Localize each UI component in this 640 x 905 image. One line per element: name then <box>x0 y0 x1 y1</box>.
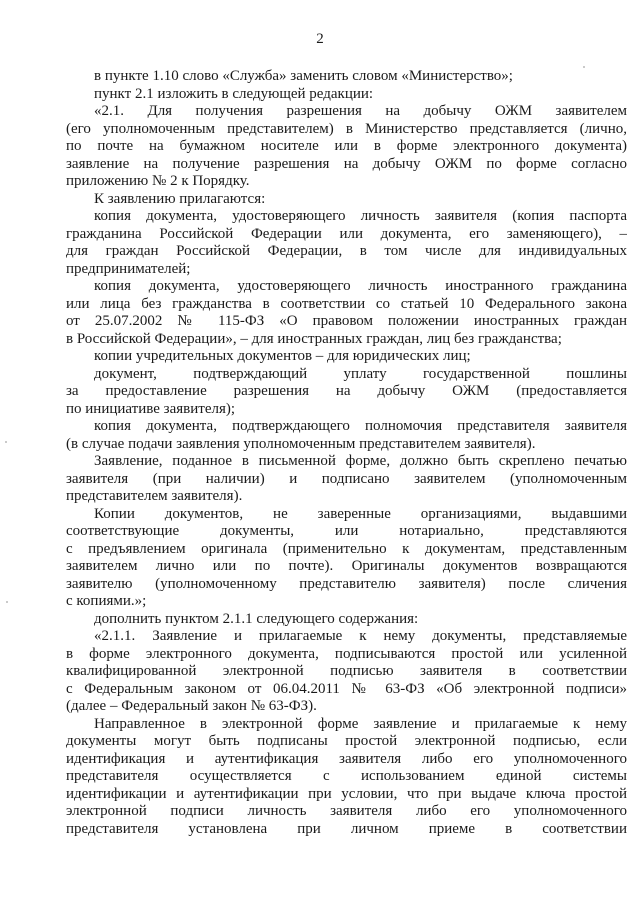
paragraph-9 <box>66 418 627 453</box>
text-line: заявителю (уполномоченному представителю заявителя) после сличения <box>66 575 627 592</box>
text-line: по инициативе заявителя); <box>66 400 236 417</box>
text-line: копия документа, удостоверяющего личность заявителя (копия паспорта <box>94 208 627 224</box>
paragraph-3 <box>66 103 627 191</box>
text-line: дополнить пунктом 2.1.1 следующего содержания: <box>94 610 419 627</box>
text-line: идентификация и аутентификация заявителя либо его уполномоченного <box>66 750 627 767</box>
paragraph-10 <box>66 453 627 506</box>
page-number: 2 <box>316 31 324 47</box>
text-line: с предъявлением оригинала (применительно к документам, представленным <box>66 540 627 557</box>
text-line: Заявление, поданное в письменной форме, должно быть скреплено печатью <box>94 453 627 469</box>
text-line: копия документа, подтверждающего полномочия представителя заявителя <box>94 418 627 434</box>
paragraph-11 <box>66 506 627 611</box>
text-line: в пункте 1.10 слово «Служба» заменить словом «Министерство»; <box>94 68 513 84</box>
text-line: приложению № 2 к Порядку. <box>66 173 250 189</box>
paragraph-4 <box>66 191 627 209</box>
paragraph-8 <box>66 366 627 419</box>
text-line: по почте на бумажном носителе или в форме электронного документа) <box>66 138 627 154</box>
text-line: для граждан Российской Федерации, в том числе для индивидуальных <box>66 243 627 259</box>
text-line: Направленное в электронной форме заявление и прилагаемые к нему <box>94 715 627 732</box>
text-line: гражданина Российской Федерации или документа, его заменяющего), – <box>66 225 627 242</box>
text-line: представителем заявителя). <box>66 488 243 504</box>
text-line: заявителем лично или по почте). Оригиналы документов возвращаются <box>66 558 627 574</box>
text-line: представителя осуществляется с использованием единой системы <box>66 768 627 784</box>
scan-speck <box>6 601 8 603</box>
paragraph-2 <box>66 86 627 104</box>
text-line: копии учредительных документов – для юридических лиц; <box>94 348 471 364</box>
text-line: в форме электронного документа, подписываются простой или усиленной <box>66 645 627 662</box>
text-line: К заявлению прилагаются: <box>94 190 266 207</box>
text-line: заявителя (при наличии) и подписано заявителем (уполномоченным <box>66 470 627 487</box>
paragraph-12 <box>66 611 627 629</box>
text-line: электронной подписи личность заявителя либо его уполномоченного <box>66 803 627 819</box>
text-line: предпринимателей; <box>66 260 191 277</box>
text-line: за предоставление разрешения на добычу ОЖМ (предоставляется <box>66 383 627 399</box>
text-line: соответствующие документы, или нотариально, представляются <box>66 523 627 539</box>
text-line: (далее – Федеральный закон № 63-ФЗ). <box>66 698 317 714</box>
text-line: (в случае подачи заявления уполномоченным представителем заявителя). <box>66 435 536 452</box>
scan-speck <box>5 441 7 443</box>
paragraph-7 <box>66 348 627 366</box>
text-line: с Федеральным законом от 06.04.2011 № 63-ФЗ «Об электронной подписи» <box>66 680 627 697</box>
text-line: «2.1.1. Заявление и прилагаемые к нему документы, представляемые <box>94 628 627 644</box>
text-line: квалифицированной электронной подписью заявителя в соответствии <box>66 663 627 679</box>
text-line: (его уполномоченным представителем) в Министерство представляется (лично, <box>66 120 627 137</box>
text-line: идентификации и аутентификации при условии, что при выдаче ключа простой <box>66 785 627 802</box>
text-line: от 25.07.2002 № 115-ФЗ «О правовом положении иностранных граждан <box>66 313 627 329</box>
paragraph-5 <box>66 208 627 278</box>
text-line: копия документа, удостоверяющего личность иностранного гражданина <box>94 278 627 294</box>
paragraph-13 <box>66 628 627 716</box>
text-line: Копии документов, не заверенные организациями, выдавшими <box>94 505 627 522</box>
scan-speck <box>583 66 585 68</box>
text-line: представителя установлена при личном приеме в соответствии <box>66 820 627 837</box>
text-line: или лица без гражданства в соответствии со статьей 10 Федерального закона <box>66 295 627 312</box>
paragraph-14 <box>66 716 627 839</box>
text-line: пункт 2.1 изложить в следующей редакции: <box>94 85 374 102</box>
text-line: заявление на получение разрешения на добычу ОЖМ по форме согласно <box>66 155 627 172</box>
text-line: документ, подтверждающий уплату государственной пошлины <box>94 365 627 382</box>
text-line: «2.1. Для получения разрешения на добычу ОЖМ заявителем <box>94 103 627 119</box>
paragraph-6 <box>66 278 627 348</box>
document-text-body <box>66 68 627 838</box>
text-line: с копиями.»; <box>66 593 147 609</box>
text-line: документы могут быть подписаны простой электронной подписью, если <box>66 733 627 749</box>
text-line: в Российской Федерации», – для иностранных граждан, лиц без гражданства; <box>66 330 562 347</box>
paragraph-1 <box>66 68 627 86</box>
